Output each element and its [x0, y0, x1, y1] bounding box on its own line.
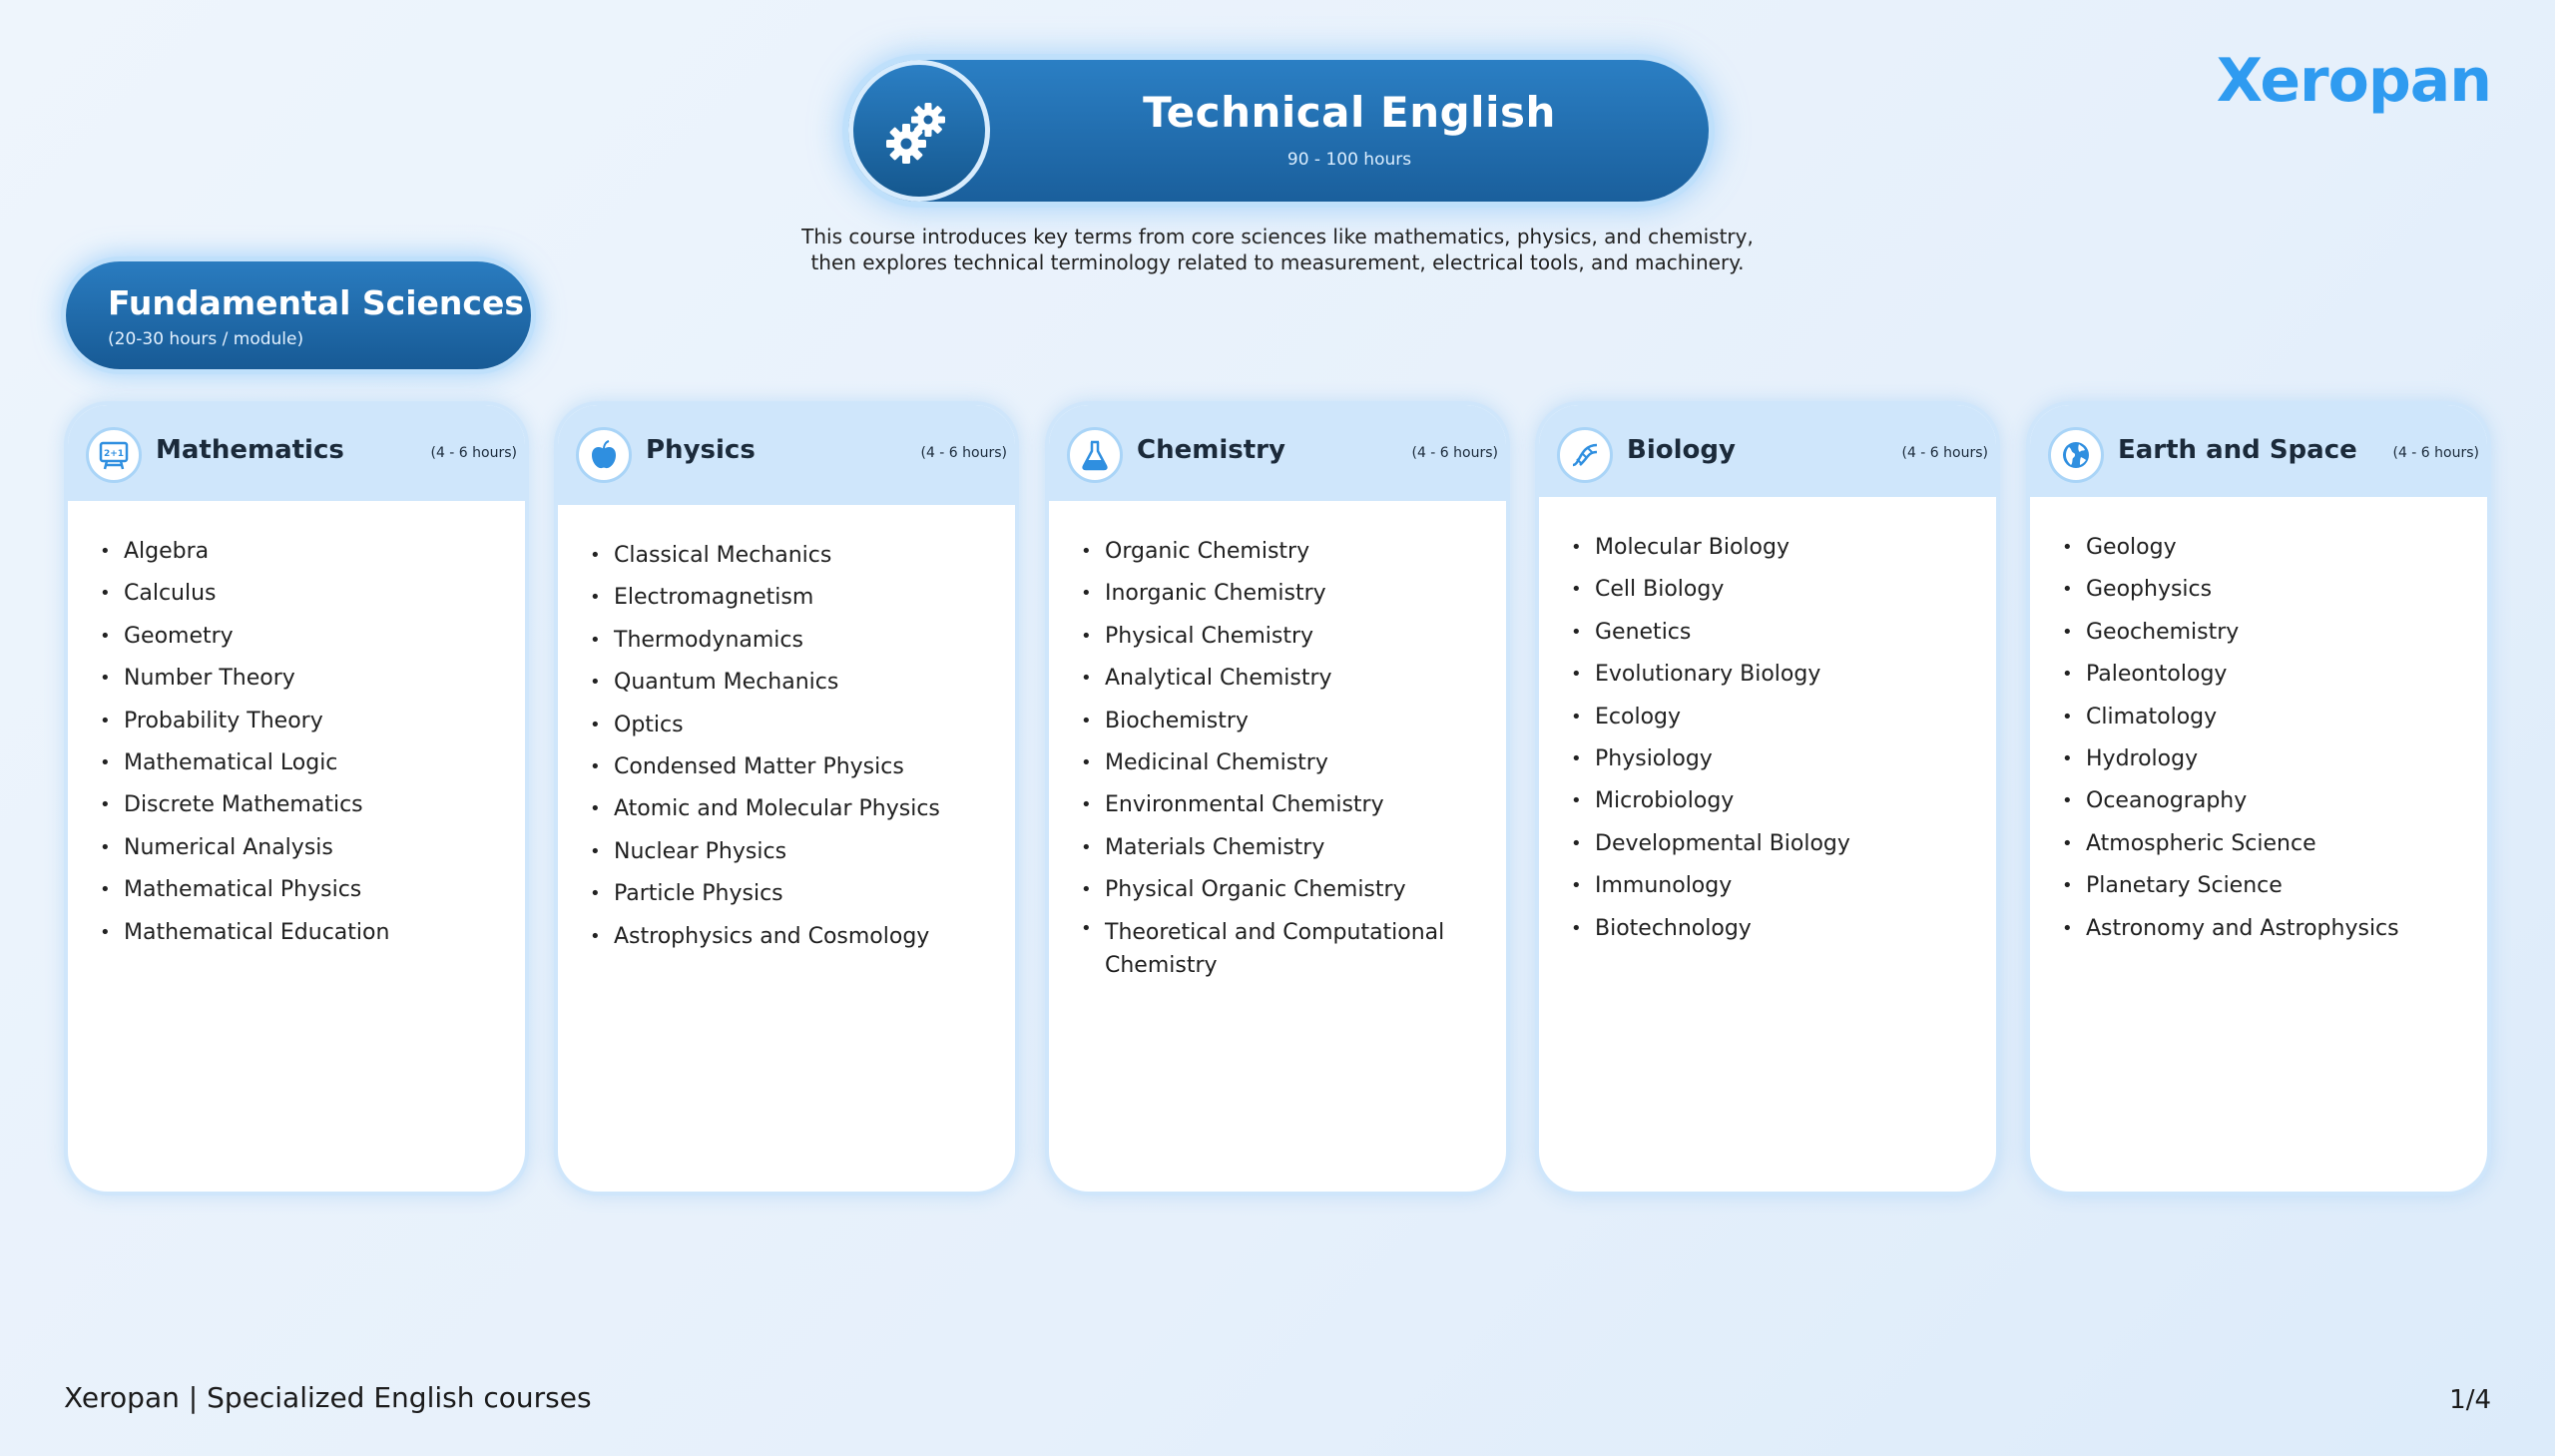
dna-icon — [1557, 427, 1613, 483]
section-title: Fundamental Sciences — [108, 283, 524, 322]
list-item: • Materials Chemistry — [1087, 827, 1506, 869]
list-item: • Condensed Matter Physics — [596, 746, 1015, 788]
module-hours: (4 - 6 hours) — [920, 445, 1007, 461]
list-item: • Atomic and Molecular Physics — [596, 788, 1015, 830]
module-title: Physics — [646, 435, 756, 465]
list-item: • Evolutionary Biology — [1577, 654, 1996, 696]
list-item: • Mathematical Physics — [106, 869, 525, 911]
list-item: • Quantum Mechanics — [596, 662, 1015, 704]
module-card-biology — [1535, 401, 2000, 1196]
list-item: • Ecology — [1577, 697, 1996, 738]
list-item: • Discrete Mathematics — [106, 784, 525, 826]
module-card-header — [1539, 405, 1996, 497]
list-item: • Biochemistry — [1087, 701, 1506, 742]
list-item: • Physical Chemistry — [1087, 616, 1506, 658]
list-item: • Algebra — [106, 531, 525, 573]
list-item: • Oceanography — [2068, 780, 2487, 822]
list-item: • Microbiology — [1577, 780, 1996, 822]
module-hours: (4 - 6 hours) — [430, 445, 517, 461]
list-item: • Genetics — [1577, 612, 1996, 654]
globe-icon — [2048, 427, 2104, 483]
topic-list — [558, 505, 1015, 958]
gears-icon — [848, 60, 990, 202]
xeropan-logo: Xeropan — [2216, 46, 2491, 116]
list-item: • Probability Theory — [106, 701, 525, 742]
list-item: • Theoretical and Computational Chemistry — [1087, 912, 1446, 982]
module-card-chemistry — [1045, 401, 1510, 1196]
module-title: Chemistry — [1137, 435, 1285, 465]
section-banner — [66, 261, 531, 369]
list-item: • Numerical Analysis — [106, 827, 525, 869]
list-item: • Geology — [2068, 527, 2487, 569]
list-item: • Mathematical Logic — [106, 742, 525, 784]
list-item: • Calculus — [106, 573, 525, 615]
list-item: • Thermodynamics — [596, 620, 1015, 662]
list-item: • Biotechnology — [1577, 908, 1996, 950]
topic-list — [1539, 497, 1996, 950]
list-item: • Geochemistry — [2068, 612, 2487, 654]
module-card-header — [1049, 405, 1506, 501]
description-line: This course introduces key terms from core sciences like mathematics, physics, and chemistry, — [801, 225, 1754, 248]
course-title: Technical English — [1143, 88, 1556, 137]
list-item: • Molecular Biology — [1577, 527, 1996, 569]
module-hours: (4 - 6 hours) — [1411, 445, 1498, 461]
topic-list — [2030, 497, 2487, 950]
module-hours: (4 - 6 hours) — [1901, 445, 1988, 461]
list-item: • Astrophysics and Cosmology — [596, 916, 1015, 958]
module-card-earth-and-space — [2026, 401, 2491, 1196]
list-item: • Environmental Chemistry — [1087, 784, 1506, 826]
course-duration: 90 - 100 hours — [1286, 150, 1412, 170]
list-item: • Mathematical Education — [106, 912, 525, 954]
list-item: • Cell Biology — [1577, 569, 1996, 611]
module-card-header — [68, 405, 525, 501]
list-item: • Atmospheric Science — [2068, 823, 2487, 865]
svg-text:2+1: 2+1 — [103, 449, 125, 459]
module-card-header — [558, 405, 1015, 505]
list-item: • Planetary Science — [2068, 865, 2487, 907]
module-card-physics — [554, 401, 1019, 1196]
module-title: Mathematics — [156, 435, 344, 465]
course-description — [759, 224, 1796, 275]
flask-icon — [1067, 427, 1123, 483]
list-item: • Optics — [596, 705, 1015, 746]
list-item: • Organic Chemistry — [1087, 531, 1506, 573]
list-item: • Paleontology — [2068, 654, 2487, 696]
section-duration: (20-30 hours / module) — [108, 329, 304, 349]
math-board-icon — [86, 427, 142, 483]
module-title: Biology — [1627, 435, 1736, 465]
course-title-banner — [848, 60, 1709, 202]
list-item: • Medicinal Chemistry — [1087, 742, 1506, 784]
list-item: • Analytical Chemistry — [1087, 658, 1506, 700]
list-item: • Nuclear Physics — [596, 831, 1015, 873]
list-item: • Electromagnetism — [596, 577, 1015, 619]
list-item: • Inorganic Chemistry — [1087, 573, 1506, 615]
module-card-header — [2030, 405, 2487, 497]
list-item: • Hydrology — [2068, 738, 2487, 780]
list-item: • Physical Organic Chemistry — [1087, 869, 1506, 911]
module-cards — [64, 401, 2491, 1196]
list-item: • Geophysics — [2068, 569, 2487, 611]
list-item: • Geometry — [106, 616, 525, 658]
list-item: • Climatology — [2068, 697, 2487, 738]
list-item: • Number Theory — [106, 658, 525, 700]
module-title: Earth and Space — [2118, 435, 2357, 465]
topic-list — [68, 501, 525, 954]
list-item: • Astronomy and Astrophysics — [2068, 908, 2487, 950]
apple-icon — [576, 427, 632, 483]
list-item: • Developmental Biology — [1577, 823, 1996, 865]
list-item: • Immunology — [1577, 865, 1996, 907]
list-item: • Physiology — [1577, 738, 1996, 780]
list-item: • Particle Physics — [596, 873, 1015, 915]
topic-list — [1049, 501, 1506, 982]
footer-caption: Xeropan | Specialized English courses — [64, 1381, 592, 1414]
page-number: 1/4 — [2449, 1385, 2491, 1415]
list-item: • Classical Mechanics — [596, 535, 1015, 577]
description-line: then explores technical terminology related to measurement, electrical tools, and machinery. — [810, 250, 1745, 274]
module-card-mathematics — [64, 401, 529, 1196]
module-hours: (4 - 6 hours) — [2392, 445, 2479, 461]
